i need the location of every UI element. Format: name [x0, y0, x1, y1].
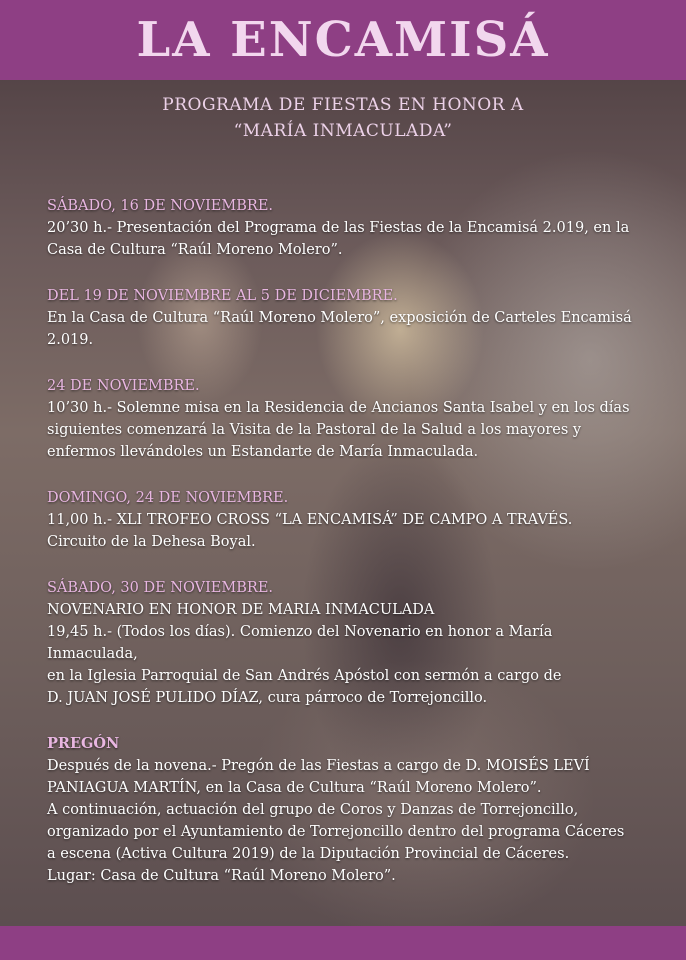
section-line: en la Iglesia Parroquial de San Andrés Apóstol con sermón a cargo de [47, 668, 562, 684]
program-subtitle [0, 92, 686, 144]
section-exposicion [47, 285, 647, 351]
section-line: 19,45 h.- (Todos los días). Comienzo del Novenario en honor a María Inmaculada, [47, 624, 553, 662]
section-heading: PREGÓN [47, 735, 120, 752]
section-sabado-16 [47, 195, 647, 261]
header-band [0, 0, 686, 80]
section-24-noviembre [47, 375, 647, 463]
section-line: enfermos llevándoles un Estandarte de María Inmaculada. [47, 444, 479, 460]
section-line: Lugar: Casa de Cultura “Raúl Moreno Molero”. [47, 868, 396, 884]
poster-title: LA ENCAMISÁ [136, 12, 550, 68]
section-domingo-24 [47, 487, 647, 553]
section-line: organizado por el Ayuntamiento de Torrejoncillo dentro del programa Cáceres [47, 824, 625, 840]
subtitle-line-2: “MARÍA INMACULADA” [233, 121, 453, 141]
section-heading: DOMINGO, 24 DE NOVIEMBRE. [47, 490, 289, 506]
program-content [47, 195, 647, 911]
section-line: 2.019. [47, 332, 94, 348]
section-pregon [47, 733, 647, 887]
section-line: Después de la novena.- Pregón de las Fiestas a cargo de D. MOISÉS LEVÍ [47, 758, 590, 774]
section-line: 10’30 h.- Solemne misa en la Residencia de Ancianos Santa Isabel y en los días [47, 400, 630, 416]
section-heading: DEL 19 DE NOVIEMBRE AL 5 DE DICIEMBRE. [47, 288, 398, 304]
section-line: a escena (Activa Cultura 2019) de la Diputación Provincial de Cáceres. [47, 846, 570, 862]
section-heading: SÁBADO, 30 DE NOVIEMBRE. [47, 580, 274, 596]
section-line: Circuito de la Dehesa Boyal. [47, 534, 256, 550]
footer-band [0, 926, 686, 960]
section-line: En la Casa de Cultura “Raúl Moreno Molero”, exposición de Carteles Encamisá [47, 310, 632, 326]
subtitle-line-1: PROGRAMA DE FIESTAS EN HONOR A [162, 95, 524, 115]
section-line: PANIAGUA MARTÍN, en la Casa de Cultura “Raúl Moreno Molero”. [47, 780, 542, 796]
section-line: D. JUAN JOSÉ PULIDO DÍAZ, cura párroco de Torrejoncillo. [47, 690, 488, 706]
section-line: A continuación, actuación del grupo de Coros y Danzas de Torrejoncillo, [47, 802, 579, 818]
section-line: 11,00 h.- XLI TROFEO CROSS “LA ENCAMISÁ” DE CAMPO A TRAVÉS. [47, 512, 573, 528]
section-line: 20’30 h.- Presentación del Programa de las Fiestas de la Encamisá 2.019, en la [47, 220, 630, 236]
section-sabado-30 [47, 577, 647, 709]
section-line: siguientes comenzará la Visita de la Pastoral de la Salud a los mayores y [47, 422, 582, 438]
section-heading: SÁBADO, 16 DE NOVIEMBRE. [47, 198, 274, 214]
section-heading: 24 DE NOVIEMBRE. [47, 378, 200, 394]
section-line: Casa de Cultura “Raúl Moreno Molero”. [47, 242, 343, 258]
section-line: NOVENARIO EN HONOR DE MARIA INMACULADA [47, 602, 435, 618]
